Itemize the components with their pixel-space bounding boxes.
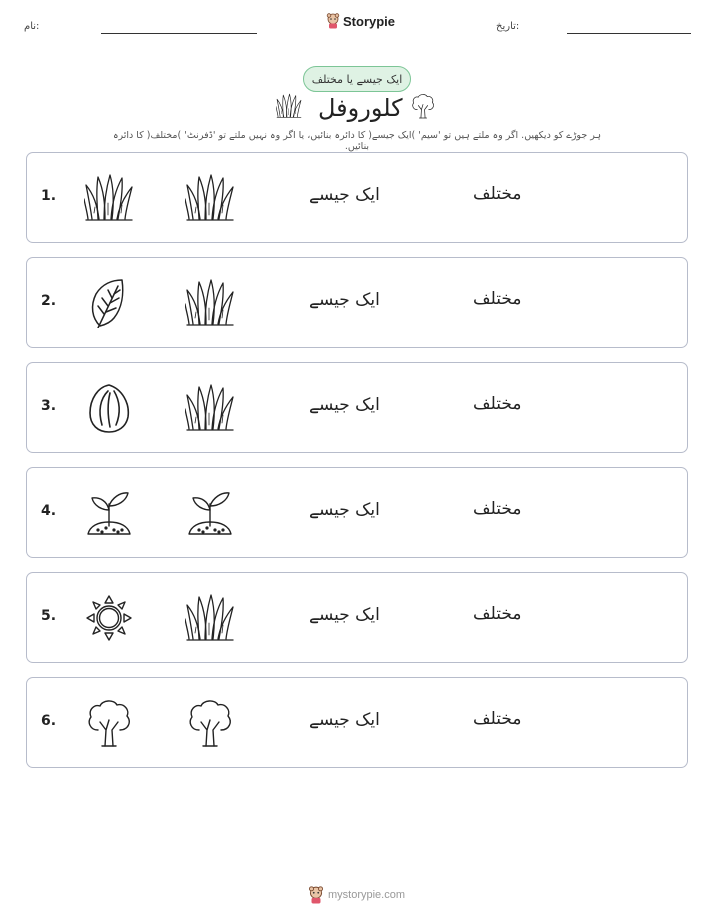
sprout-icon — [84, 488, 134, 538]
row-number: 1. — [41, 188, 57, 204]
row-number: 5. — [41, 608, 57, 624]
tree-icon — [84, 698, 134, 748]
seed-icon — [84, 383, 134, 433]
exercise-row — [26, 677, 688, 768]
tree-icon — [185, 698, 235, 748]
sprout-icon — [185, 488, 235, 538]
different-option[interactable]: مختلف — [473, 184, 522, 204]
different-option[interactable]: مختلف — [473, 394, 522, 414]
row-number: 2. — [41, 293, 57, 309]
same-option[interactable]: ایک جیسے — [309, 710, 380, 730]
grass-icon — [276, 93, 302, 119]
row-number: 6. — [41, 713, 57, 729]
tree-icon — [410, 93, 436, 119]
grass-icon — [185, 278, 235, 328]
date-label: تاریخ: — [496, 21, 520, 32]
footer — [308, 886, 405, 904]
footer-url: mystorypie.com — [328, 889, 406, 901]
exercise-row — [26, 257, 688, 348]
grass-icon — [185, 593, 235, 643]
exercise-row — [26, 362, 688, 453]
same-option[interactable]: ایک جیسے — [309, 500, 380, 520]
same-option[interactable]: ایک جیسے — [309, 605, 380, 625]
brand-logo — [326, 13, 395, 29]
same-option[interactable]: ایک جیسے — [309, 290, 380, 310]
grass-icon — [185, 173, 235, 223]
sun-icon — [84, 593, 134, 643]
exercise-row — [26, 572, 688, 663]
different-option[interactable]: مختلف — [473, 289, 522, 309]
row-number: 4. — [41, 503, 57, 519]
same-option[interactable]: ایک جیسے — [309, 185, 380, 205]
grass-icon — [84, 173, 134, 223]
different-option[interactable]: مختلف — [473, 709, 522, 729]
row-number: 3. — [41, 398, 57, 414]
same-option[interactable]: ایک جیسے — [309, 395, 380, 415]
page-title: کلوروفل — [318, 94, 403, 122]
different-option[interactable]: مختلف — [473, 604, 522, 624]
grass-icon — [185, 383, 235, 433]
instructions: ہر جوڑے کو دیکھیں. اگر وہ ملتے ہیں تو 'سیم' )ایک جیسے( کا دائرہ بنائیں، یا اگر وہ نہیں ملتے تو 'ڈفرنٹ' )مختلف( کا دائرہ بنائیں. — [112, 130, 602, 152]
worksheet-type-badge: ایک جیسے یا مختلف — [303, 66, 411, 92]
name-line — [101, 33, 257, 34]
date-line — [567, 33, 691, 34]
different-option[interactable]: مختلف — [473, 499, 522, 519]
leaf-icon — [84, 278, 134, 328]
exercise-row — [26, 152, 688, 243]
brand-name: Storypie — [343, 13, 396, 29]
name-label: نام: — [24, 21, 40, 32]
exercise-row — [26, 467, 688, 558]
storypie-mascot-icon — [308, 886, 324, 904]
storypie-mascot-icon — [326, 13, 340, 29]
